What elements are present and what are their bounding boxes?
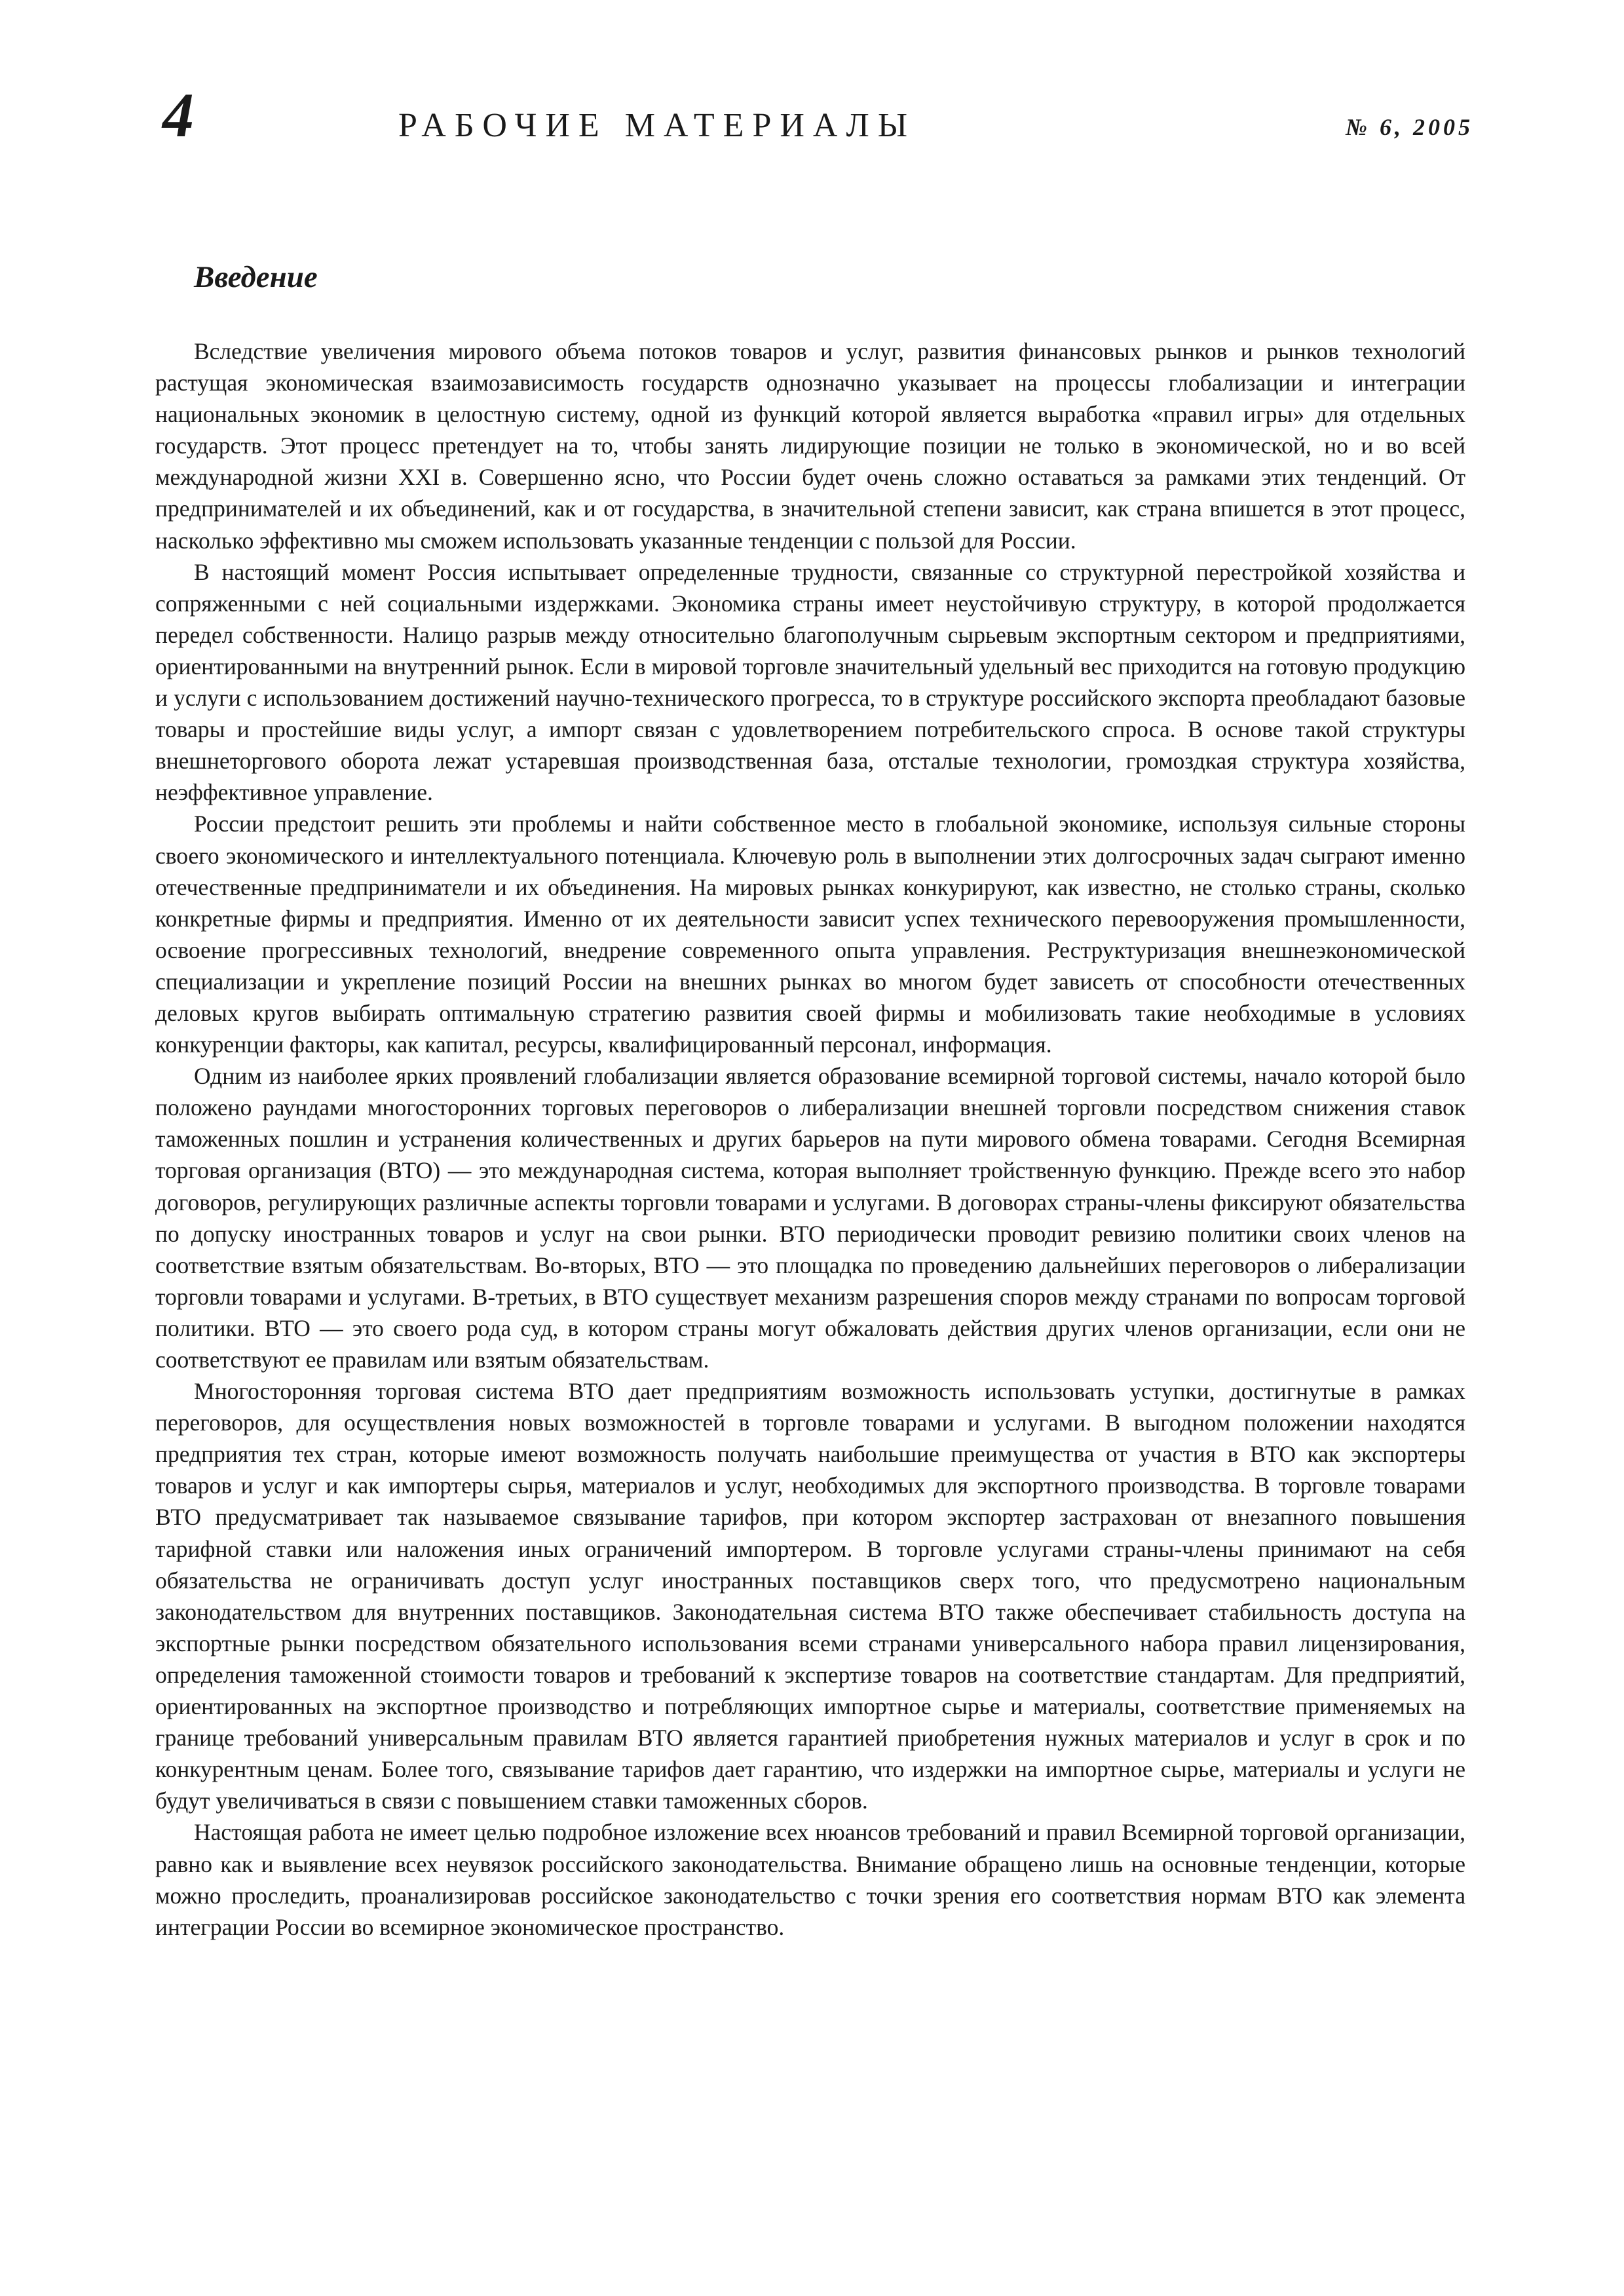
body-text	[155, 335, 1465, 1943]
paragraph: Вследствие увеличения мирового объема потоков товаров и услуг, развития финансовых рынков и рынков технологий растущая экономическая взаимозависимость государств однозначно указывает на процессы глобализации и интеграции национальных экономик в целостную систему, одной из функций которой является выработка «правил игры» для отдельных государств. Этот процесс претендует на то, чтобы занять лидирующие позиции не только в экономической, но и во всей международной жизни XXI в. Совершенно ясно, что России будет очень сложно оставаться за рамками этих тенденций. От предпринимателей и их объединений, как и от государства, в значительной степени зависит, как страна впишется в этот процесс, насколько эффективно мы сможем использовать указанные тенденции с пользой для России.	[155, 338, 1465, 554]
running-title: РАБОЧИЕ МАТЕРИАЛЫ	[398, 107, 916, 144]
issue-number: № 6, 2005	[1346, 114, 1473, 140]
paragraph: России предстоит решить эти проблемы и найти собственное место в глобальной экономике, используя сильные стороны своего экономического и интеллектуального потенциала. Ключевую роль в выполнении этих долгосрочных задач сыграют именно отечественные предприниматели и их объединения. На мировых рынках конкурируют, как известно, не столько страны, сколько конкретные фирмы и предприятия. Именно от их деятельности зависит успех технического перевооружения промышленности, освоение прогрессивных технологий, внедрение современного опыта управления. Реструктуризация внешнеэкономической специализации и укрепление позиций России на внешних рынках во многом будет зависеть от способности отечественных деловых кругов выбирать оптимальную стратегию развития своей фирмы и мобилизовать такие необходимые в условиях конкуренции факторы, как капитал, ресурсы, квалифицированный персонал, информация.	[155, 811, 1465, 1058]
paragraph: В настоящий момент Россия испытывает определенные трудности, связанные со структурной перестройкой хозяйства и сопряженными с ней социальными издержками. Экономика страны имеет неустойчивую структуру, в которой продолжается передел собственности. Налицо разрыв между относительно благополучным сырьевым экспортным сектором и предприятиями, ориентированными на внутренний рынок. Если в мировой торговле значительный удельный вес приходится на готовую продукцию и услуги с использованием достижений научно-технического прогресса, то в структуре российского экспорта преобладают базовые товары и простейшие виды услуг, а импорт связан с удовлетворением потребительского спроса. В основе такой структуры внешнеторгового оборота лежат устаревшая производственная база, отсталые технологии, громоздкая структура хозяйства, неэффективное управление.	[155, 558, 1465, 806]
page-number: 4	[162, 80, 194, 150]
section-title: Введение	[194, 260, 318, 294]
paragraph: Настоящая работа не имеет целью подробное изложение всех нюансов требований и правил Всемирной торговой организации, равно как и выявление всех неувязок российского законодательства. Внимание обращено лишь на основные тенденции, которые можно проследить, проанализировав российское законодательство с точки зрения его соответствия нормам ВТО как элемента интеграции России во всемирное экономическое пространство.	[155, 1819, 1465, 1940]
paragraph: Одним из наиболее ярких проявлений глобализации является образование всемирной торговой системы, начало которой было положено раундами многосторонних торговых переговоров о либерализации внешней торговли посредством снижения ставок таможенных пошлин и устранения количественных и других барьеров на пути мирового обмена товарами. Сегодня Всемирная торговая организация (ВТО) — это международная система, которая выполняет тройственную функцию. Прежде всего это набор договоров, регулирующих различные аспекты торговли товарами и услугами. В договорах страны-члены фиксируют обязательства по допуску иностранных товаров и услуг на свои рынки. ВТО периодически проводит ревизию политики своих членов на соответствие взятым обязательствам. Во-вторых, ВТО — это площадка по проведению дальнейших переговоров о либерализации торговли товарами и услугами. В-третьих, в ВТО существует механизм разрешения споров между странами по вопросам торговой политики. ВТО — это своего рода суд, в котором страны могут обжаловать действия других членов организации, если они не соответствуют ее правилам или взятым обязательствам.	[155, 1063, 1465, 1373]
paragraph: Многосторонняя торговая система ВТО дает предприятиям возможность использовать уступки, достигнутые в рамках переговоров, для осуществления новых возможностей в торговле товарами и услугами. В выгодном положении находятся предприятия тех стран, которые имеют возможность получать наибольшие преимущества от участия в ВТО как экспортеры товаров и услуг и как импортеры сырья, материалов и услуг, необходимых для экспортного производства. В торговле товарами ВТО предусматривает так называемое связывание тарифов, при котором экспортер застрахован от внезапного повышения тарифной ставки или наложения иных ограничений импортером. В торговле услугами страны-члены принимают на себя обязательства не ограничивать доступ услуг иностранных поставщиков сверх того, что предусмотрено национальным законодательством для внутренних поставщиков. Законодательная система ВТО также обеспечивает стабильность доступа на экспортные рынки посредством обязательного использования всеми странами универсального набора правил лицензирования, определения таможенной стоимости товаров и требований к экспертизе товаров на соответствие стандартам. Для предприятий, ориентированных на экспортное производство и потребляющих импортное сырье и материалы, соответствие применяемых на границе требований универсальным правилам ВТО является гарантией приобретения нужных материалов и услуг в срок и по конкурентным ценам. Более того, связывание тарифов дает гарантию, что издержки на импортное сырье, материалы и услуги не будут увеличиваться в связи с повышением ставки таможенных сборов.	[155, 1378, 1465, 1814]
